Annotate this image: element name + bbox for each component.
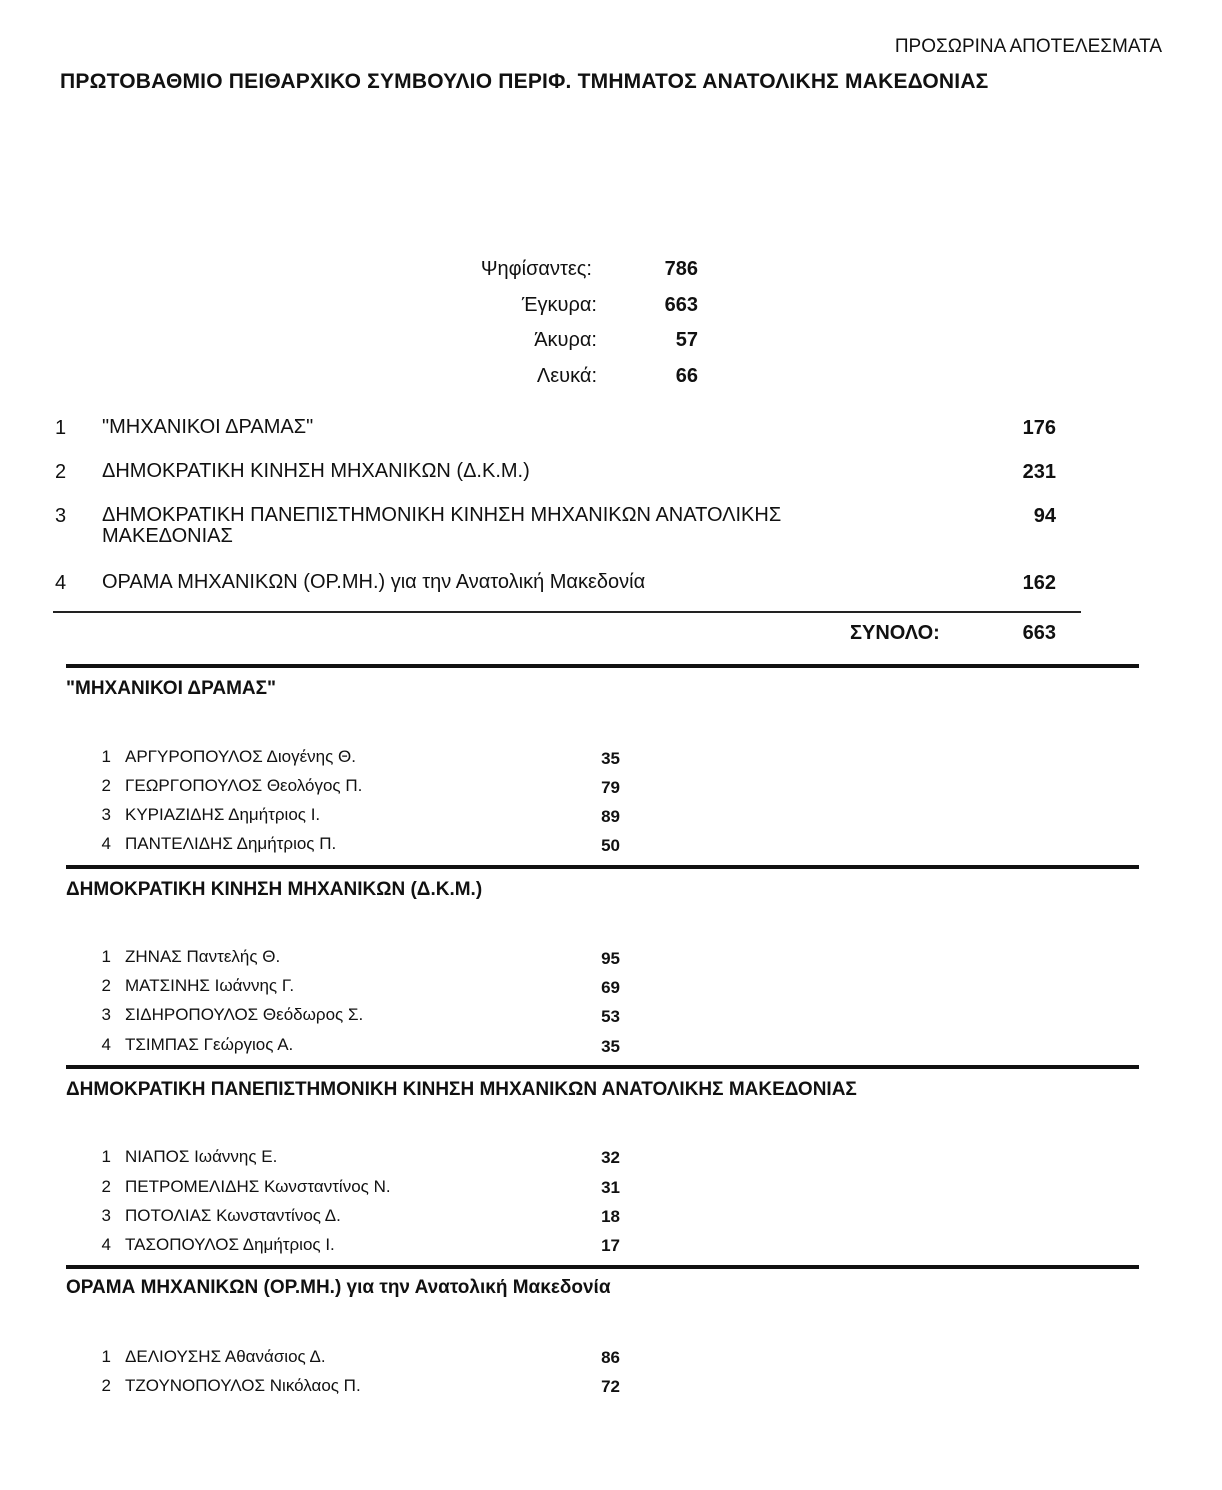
page-title: ΠΡΩΤΟΒΑΘΜΙΟ ΠΕΙΘΑΡΧΙΚΟ ΣΥΜΒΟΥΛΙΟ ΠΕΡΙΦ. ΤΜΗΜΑΤΟΣ ΑΝΑΤΟΛΙΚΗΣ ΜΑΚΕΔΟΝΙΑΣ <box>60 70 989 93</box>
candidate-number: 4 <box>101 1035 111 1054</box>
section-title: ΔΗΜΟΚΡΑΤΙΚΗ ΠΑΝΕΠΙΣΤΗΜΟΝΙΚΗ ΚΙΝΗΣΗ ΜΗΧΑΝΙΚΩΝ ΑΝΑΤΟΛΙΚΗΣ ΜΑΚΕΔΟΝΙΑΣ <box>66 1079 857 1100</box>
candidate-votes: 79 <box>601 778 620 797</box>
candidate-name: ΠΟΤΟΛΙΑΣ Κωνσταντίνος Δ. <box>125 1206 341 1225</box>
section-divider <box>66 1265 1139 1269</box>
party-name: ΔΗΜΟΚΡΑΤΙΚΗ ΚΙΝΗΣΗ ΜΗΧΑΝΙΚΩΝ (Δ.Κ.Μ.) <box>102 460 530 482</box>
stat-value-blank: 66 <box>675 365 698 387</box>
candidate-votes: 95 <box>601 949 620 968</box>
party-votes: 176 <box>1022 417 1056 439</box>
section-divider <box>66 1065 1139 1069</box>
candidate-votes: 17 <box>601 1236 620 1255</box>
candidate-votes: 35 <box>601 1037 620 1056</box>
candidate-number: 4 <box>101 1235 111 1254</box>
candidate-name: ΤΣΙΜΠΑΣ Γεώργιος Α. <box>125 1035 294 1054</box>
section-divider <box>66 865 1139 869</box>
candidate-votes: 53 <box>601 1007 620 1026</box>
candidate-number: 2 <box>101 1376 111 1395</box>
stat-value-valid: 663 <box>664 294 698 316</box>
section-title: ΟΡΑΜΑ ΜΗΧΑΝΙΚΩΝ (ΟΡ.ΜΗ.) για την Ανατολική Μακεδονία <box>66 1277 611 1298</box>
party-votes: 94 <box>1033 505 1056 527</box>
party-name: ΔΗΜΟΚΡΑΤΙΚΗ ΠΑΝΕΠΙΣΤΗΜΟΝΙΚΗ ΚΙΝΗΣΗ ΜΗΧΑΝΙΚΩΝ ΑΝΑΤΟΛΙΚΗΣ ΜΑΚΕΔΟΝΙΑΣ <box>102 504 782 547</box>
party-number: 3 <box>55 505 67 527</box>
stat-value-invalid: 57 <box>675 329 698 351</box>
candidate-number: 1 <box>101 1347 111 1366</box>
candidate-name: ΚΥΡΙΑΖΙΔΗΣ Δημήτριος Ι. <box>125 805 321 824</box>
stat-label-valid: Έγκυρα: <box>521 294 597 316</box>
candidate-votes: 32 <box>601 1148 620 1167</box>
party-number: 4 <box>55 572 67 594</box>
candidate-number: 2 <box>101 1177 111 1196</box>
candidate-name: ΓΕΩΡΓΟΠΟΥΛΟΣ Θεολόγος Π. <box>125 776 363 795</box>
candidate-votes: 31 <box>601 1178 620 1197</box>
party-number: 1 <box>55 417 67 439</box>
candidate-number: 1 <box>101 747 111 766</box>
candidate-name: ΝΙΑΠΟΣ Ιωάννης Ε. <box>125 1147 278 1166</box>
candidate-name: ΑΡΓΥΡΟΠΟΥΛΟΣ Διογένης Θ. <box>125 747 356 766</box>
candidate-name: ΜΑΤΣΙΝΗΣ Ιωάννης Γ. <box>125 976 295 995</box>
total-value: 663 <box>1022 622 1056 644</box>
candidate-number: 2 <box>101 776 111 795</box>
candidate-number: 1 <box>101 1147 111 1166</box>
stat-value-voted: 786 <box>664 258 698 280</box>
candidate-name: ΠΑΝΤΕΛΙΔΗΣ Δημήτριος Π. <box>125 834 337 853</box>
candidate-votes: 18 <box>601 1207 620 1226</box>
party-votes: 162 <box>1022 572 1056 594</box>
candidate-number: 1 <box>101 947 111 966</box>
candidate-votes: 72 <box>601 1377 620 1396</box>
party-number: 2 <box>55 461 67 483</box>
provisional-results-label: ΠΡΟΣΩΡΙΝΑ ΑΠΟΤΕΛΕΣΜΑΤΑ <box>894 36 1162 57</box>
section-title: ΔΗΜΟΚΡΑΤΙΚΗ ΚΙΝΗΣΗ ΜΗΧΑΝΙΚΩΝ (Δ.Κ.Μ.) <box>66 879 483 900</box>
candidate-number: 3 <box>101 1005 111 1024</box>
candidate-name: ΖΗΝΑΣ Παντελής Θ. <box>125 947 281 966</box>
party-name: ΟΡΑΜΑ ΜΗΧΑΝΙΚΩΝ (ΟΡ.ΜΗ.) για την Ανατολική Μακεδονία <box>102 571 646 593</box>
candidate-votes: 86 <box>601 1348 620 1367</box>
candidate-number: 3 <box>101 805 111 824</box>
stat-label-blank: Λευκά: <box>536 365 597 387</box>
candidate-number: 2 <box>101 976 111 995</box>
section-divider <box>66 664 1139 668</box>
candidate-name: ΔΕΛΙΟΥΣΗΣ Αθανάσιος Δ. <box>125 1347 326 1366</box>
candidate-votes: 50 <box>601 836 620 855</box>
party-name: "ΜΗΧΑΝΙΚΟΙ ΔΡΑΜΑΣ" <box>102 416 314 438</box>
candidate-name: ΠΕΤΡΟΜΕΛΙΔΗΣ Κωνσταντίνος Ν. <box>125 1177 391 1196</box>
candidate-name: ΣΙΔΗΡΟΠΟΥΛΟΣ Θεόδωρος Σ. <box>125 1005 364 1024</box>
candidate-votes: 69 <box>601 978 620 997</box>
party-votes: 231 <box>1022 461 1056 483</box>
stat-label-invalid: Άκυρα: <box>534 329 597 351</box>
candidate-number: 4 <box>101 834 111 853</box>
candidate-name: ΤΑΣΟΠΟΥΛΟΣ Δημήτριος Ι. <box>125 1235 335 1254</box>
candidate-number: 3 <box>101 1206 111 1225</box>
candidate-name: ΤΖΟΥΝΟΠΟΥΛΟΣ Νικόλαος Π. <box>125 1376 361 1395</box>
total-label: ΣΥΝΟΛΟ: <box>850 622 940 644</box>
candidate-votes: 89 <box>601 807 620 826</box>
section-title: "ΜΗΧΑΝΙΚΟΙ ΔΡΑΜΑΣ" <box>66 678 277 699</box>
stat-label-voted: Ψηφίσαντες: <box>480 258 592 280</box>
total-divider <box>53 611 1081 613</box>
candidate-votes: 35 <box>601 749 620 768</box>
